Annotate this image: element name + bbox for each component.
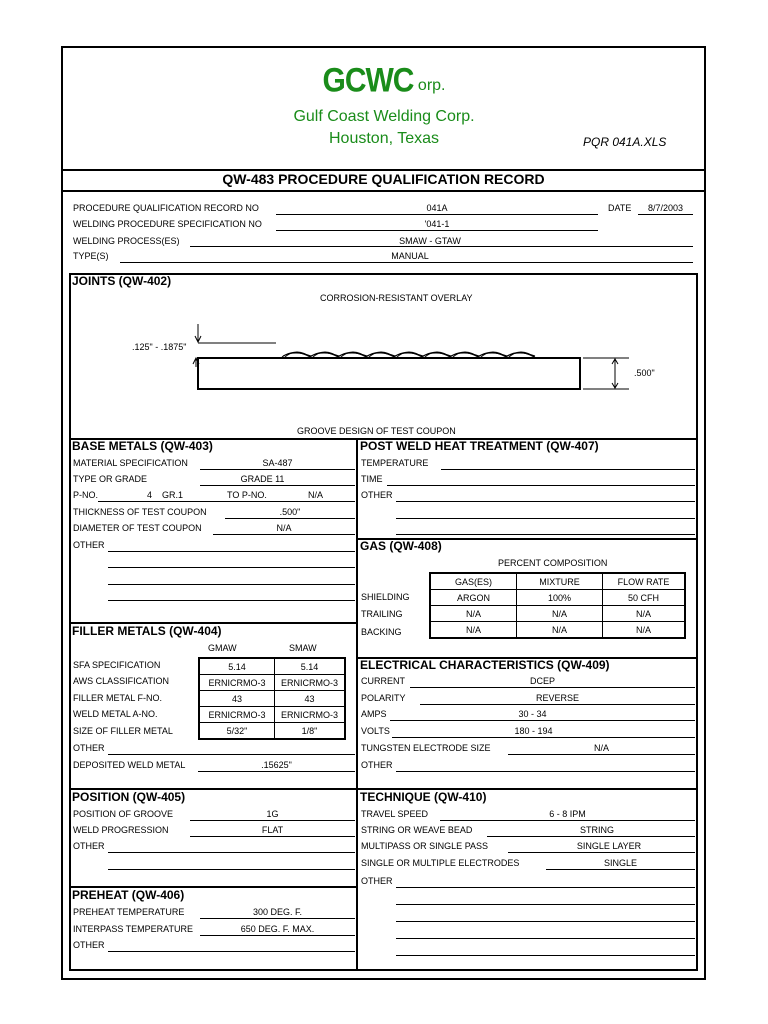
table-cell[interactable]: N/A: [517, 606, 603, 622]
table-row: [430, 622, 685, 639]
type-value[interactable]: MANUAL: [391, 251, 429, 261]
pwht-time-label: TIME: [361, 474, 383, 484]
volts-label: VOLTS: [361, 726, 390, 736]
smaw-column-header: SMAW: [289, 643, 317, 653]
underline: [200, 485, 355, 486]
process-value[interactable]: SMAW - GTAW: [399, 236, 461, 246]
topno-label: TO P-NO.: [227, 490, 267, 500]
preheat-heading: PREHEAT (QW-406): [72, 888, 185, 902]
underline: [410, 687, 695, 688]
underline: [638, 214, 693, 215]
position-heading: POSITION (QW-405): [72, 790, 186, 804]
underline: [392, 737, 695, 738]
electrical-other-label: OTHER: [361, 760, 393, 770]
position-other-label: OTHER: [73, 841, 105, 851]
underline: [108, 551, 355, 552]
table-cell[interactable]: 5/32": [199, 723, 275, 740]
table-row: [430, 590, 685, 606]
gr-label: GR.1: [162, 490, 184, 500]
filler-table: [198, 657, 346, 740]
diameter-value[interactable]: N/A: [276, 523, 292, 533]
underline: [225, 518, 355, 519]
underline: [108, 852, 355, 853]
underline: [508, 852, 695, 853]
deposited-value[interactable]: .15625": [261, 760, 292, 770]
diameter-label: DIAMETER OF TEST COUPON: [73, 523, 202, 533]
speed-label: TRAVEL SPEED: [361, 809, 429, 819]
table-cell[interactable]: ERNICRMO-3: [275, 675, 346, 691]
base-other-label: OTHER: [73, 540, 105, 550]
overlay-thickness-dim: .125" - .1875": [132, 342, 187, 352]
table-cell[interactable]: 43: [199, 691, 275, 707]
underline: [276, 214, 598, 215]
underline: [396, 887, 695, 888]
type-label: TYPE(S): [73, 251, 109, 261]
filler-other-label: OTHER: [73, 743, 105, 753]
grade-label: TYPE OR GRADE: [73, 474, 148, 484]
groove-value[interactable]: 1G: [266, 809, 279, 819]
logo-suffix: orp.: [417, 77, 446, 94]
polarity-value[interactable]: REVERSE: [535, 693, 579, 703]
divider: [356, 438, 358, 971]
backing-label: BACKING: [361, 627, 402, 637]
material-value[interactable]: SA-487: [262, 458, 293, 468]
underline: [200, 918, 355, 919]
table-row: [199, 675, 345, 691]
thickness-value[interactable]: .500": [279, 507, 301, 517]
table-cell[interactable]: ERNICRMO-3: [199, 707, 275, 723]
table-cell[interactable]: ERNICRMO-3: [199, 675, 275, 691]
company-name: Gulf Coast Welding Corp.: [293, 108, 475, 125]
pass-label: MULTIPASS OR SINGLE PASS: [361, 841, 489, 851]
underline: [200, 469, 355, 470]
wps-label: WELDING PROCEDURE SPECIFICATION NO: [73, 219, 262, 229]
material-label: MATERIAL SPECIFICATION: [73, 458, 188, 468]
deposited-label: DEPOSITED WELD METAL: [73, 760, 186, 770]
underline: [108, 754, 355, 755]
table-cell[interactable]: N/A: [430, 622, 517, 639]
company-city: Houston, Texas: [329, 130, 439, 147]
underline: [396, 501, 695, 502]
pno-label: P-NO.: [73, 490, 99, 500]
current-value[interactable]: DCEP: [529, 676, 555, 686]
underline: [441, 469, 695, 470]
interpass-value[interactable]: 650 DEG. F. MAX.: [240, 924, 315, 934]
file-name: PQR 041A.XLS: [583, 135, 667, 149]
underline: [396, 921, 695, 922]
table-cell[interactable]: 5.14: [275, 658, 346, 675]
underline: [390, 720, 695, 721]
tungsten-value[interactable]: N/A: [593, 743, 609, 753]
electrodes-label: SINGLE OR MULTIPLE ELECTRODES: [361, 858, 520, 868]
underline: [276, 230, 598, 231]
underline: [546, 869, 695, 870]
underline: [190, 820, 355, 821]
underline: [487, 836, 695, 837]
shielding-label: SHIELDING: [361, 592, 410, 602]
thickness-label: THICKNESS OF TEST COUPON: [73, 507, 207, 517]
filler-heading: FILLER METALS (QW-404): [72, 624, 222, 638]
mixture-column-header: MIXTURE: [517, 573, 603, 590]
underline: [440, 820, 695, 821]
table-row: [430, 573, 685, 590]
bead-label: STRING OR WEAVE BEAD: [361, 825, 473, 835]
pno-value[interactable]: 4: [147, 490, 153, 500]
date-label: DATE: [608, 203, 632, 213]
preheat-value[interactable]: 300 DEG. F.: [252, 907, 303, 917]
base-metals-heading: BASE METALS (QW-403): [72, 439, 213, 453]
groove-label: POSITION OF GROOVE: [73, 809, 174, 819]
pwht-other-label: OTHER: [361, 490, 393, 500]
table-row: [199, 691, 345, 707]
table-cell[interactable]: 100%: [517, 590, 603, 606]
gmaw-column-header: GMAW: [208, 643, 237, 653]
sfa-label: SFA SPECIFICATION: [73, 660, 161, 670]
pwht-temperature-label: TEMPERATURE: [361, 458, 429, 468]
technique-other-label: OTHER: [361, 876, 393, 886]
plate-thickness-dim: .500": [634, 368, 655, 378]
underline: [213, 534, 355, 535]
underline: [387, 485, 695, 486]
pqr-label: PROCEDURE QUALIFICATION RECORD NO: [73, 203, 259, 213]
speed-value[interactable]: 6 - 8 IPM: [549, 809, 586, 819]
preheat-other-label: OTHER: [73, 940, 105, 950]
volts-value[interactable]: 180 - 194: [514, 726, 553, 736]
table-cell[interactable]: ERNICRMO-3: [275, 707, 346, 723]
joints-heading: JOINTS (QW-402): [72, 274, 172, 288]
table-cell[interactable]: N/A: [517, 622, 603, 639]
table-cell[interactable]: N/A: [603, 606, 686, 622]
joint-caption: GROOVE DESIGN OF TEST COUPON: [297, 426, 456, 436]
underline: [396, 518, 695, 519]
progression-value[interactable]: FLAT: [261, 825, 284, 835]
underline: [108, 869, 355, 870]
wps-value[interactable]: '041-1: [424, 219, 450, 229]
table-cell[interactable]: 5.14: [199, 658, 275, 675]
flow-rate-column-header: FLOW RATE: [603, 573, 686, 590]
table-cell[interactable]: N/A: [430, 606, 517, 622]
underline: [108, 951, 355, 952]
process-label: WELDING PROCESS(ES): [73, 236, 180, 246]
table-cell[interactable]: 50 CFH: [603, 590, 686, 606]
underline: [98, 501, 355, 502]
table-cell[interactable]: N/A: [603, 622, 686, 639]
form-title: QW-483 PROCEDURE QUALIFICATION RECORD: [222, 171, 545, 187]
table-cell[interactable]: 43: [275, 691, 346, 707]
underline: [108, 567, 355, 568]
ano-label: WELD METAL A-NO.: [73, 709, 158, 719]
underline: [108, 600, 355, 601]
percent-composition-label: PERCENT COMPOSITION: [498, 558, 608, 568]
gas-heading: GAS (QW-408): [360, 539, 442, 553]
polarity-label: POLARITY: [361, 693, 406, 703]
topno-value[interactable]: N/A: [308, 490, 324, 500]
tungsten-label: TUNGSTEN ELECTRODE SIZE: [361, 743, 491, 753]
divider: [61, 190, 706, 192]
bead-value[interactable]: STRING: [579, 825, 614, 835]
grade-value[interactable]: GRADE 11: [240, 474, 285, 484]
underline: [396, 771, 695, 772]
underline: [120, 262, 693, 263]
company-logo: [0, 61, 768, 100]
test-coupon-plate: [198, 358, 580, 389]
underline: [108, 584, 355, 585]
table-cell[interactable]: ARGON: [430, 590, 517, 606]
table-cell[interactable]: 1/8": [275, 723, 346, 740]
preheat-label: PREHEAT TEMPERATURE: [73, 907, 185, 917]
table-row: [199, 723, 345, 740]
electrodes-value[interactable]: SINGLE: [603, 858, 637, 868]
gas-column-header: GAS(ES): [430, 573, 517, 590]
aws-label: AWS CLASSIFICATION: [73, 676, 170, 686]
date-value[interactable]: 8/7/2003: [647, 203, 684, 213]
underline: [200, 935, 355, 936]
current-label: CURRENT: [361, 676, 405, 686]
table-row: [199, 658, 345, 675]
gas-table: [429, 572, 686, 639]
progression-label: WELD PROGRESSION: [73, 825, 169, 835]
size-label: SIZE OF FILLER METAL: [73, 726, 173, 736]
pass-value[interactable]: SINGLE LAYER: [576, 841, 642, 851]
underline: [396, 938, 695, 939]
pqr-value[interactable]: 041A: [426, 203, 448, 213]
joint-sketch: [69, 318, 698, 438]
electrical-heading: ELECTRICAL CHARACTERISTICS (QW-409): [360, 658, 610, 672]
fno-label: FILLER METAL F-NO.: [73, 693, 163, 703]
underline: [190, 836, 355, 837]
underline: [396, 904, 695, 905]
underline: [396, 534, 695, 535]
pwht-heading: POST WELD HEAT TREATMENT (QW-407): [360, 439, 599, 453]
overlay-label: CORROSION-RESISTANT OVERLAY: [320, 293, 473, 303]
technique-heading: TECHNIQUE (QW-410): [360, 790, 487, 804]
interpass-label: INTERPASS TEMPERATURE: [73, 924, 194, 934]
trailing-label: TRAILING: [361, 609, 403, 619]
underline: [508, 754, 695, 755]
table-row: [430, 606, 685, 622]
table-row: [199, 707, 345, 723]
amps-label: AMPS: [361, 709, 387, 719]
underline: [396, 955, 695, 956]
underline: [198, 771, 355, 772]
underline: [420, 704, 695, 705]
amps-value[interactable]: 30 - 34: [518, 709, 547, 719]
logo-main: GCWC: [322, 61, 414, 100]
